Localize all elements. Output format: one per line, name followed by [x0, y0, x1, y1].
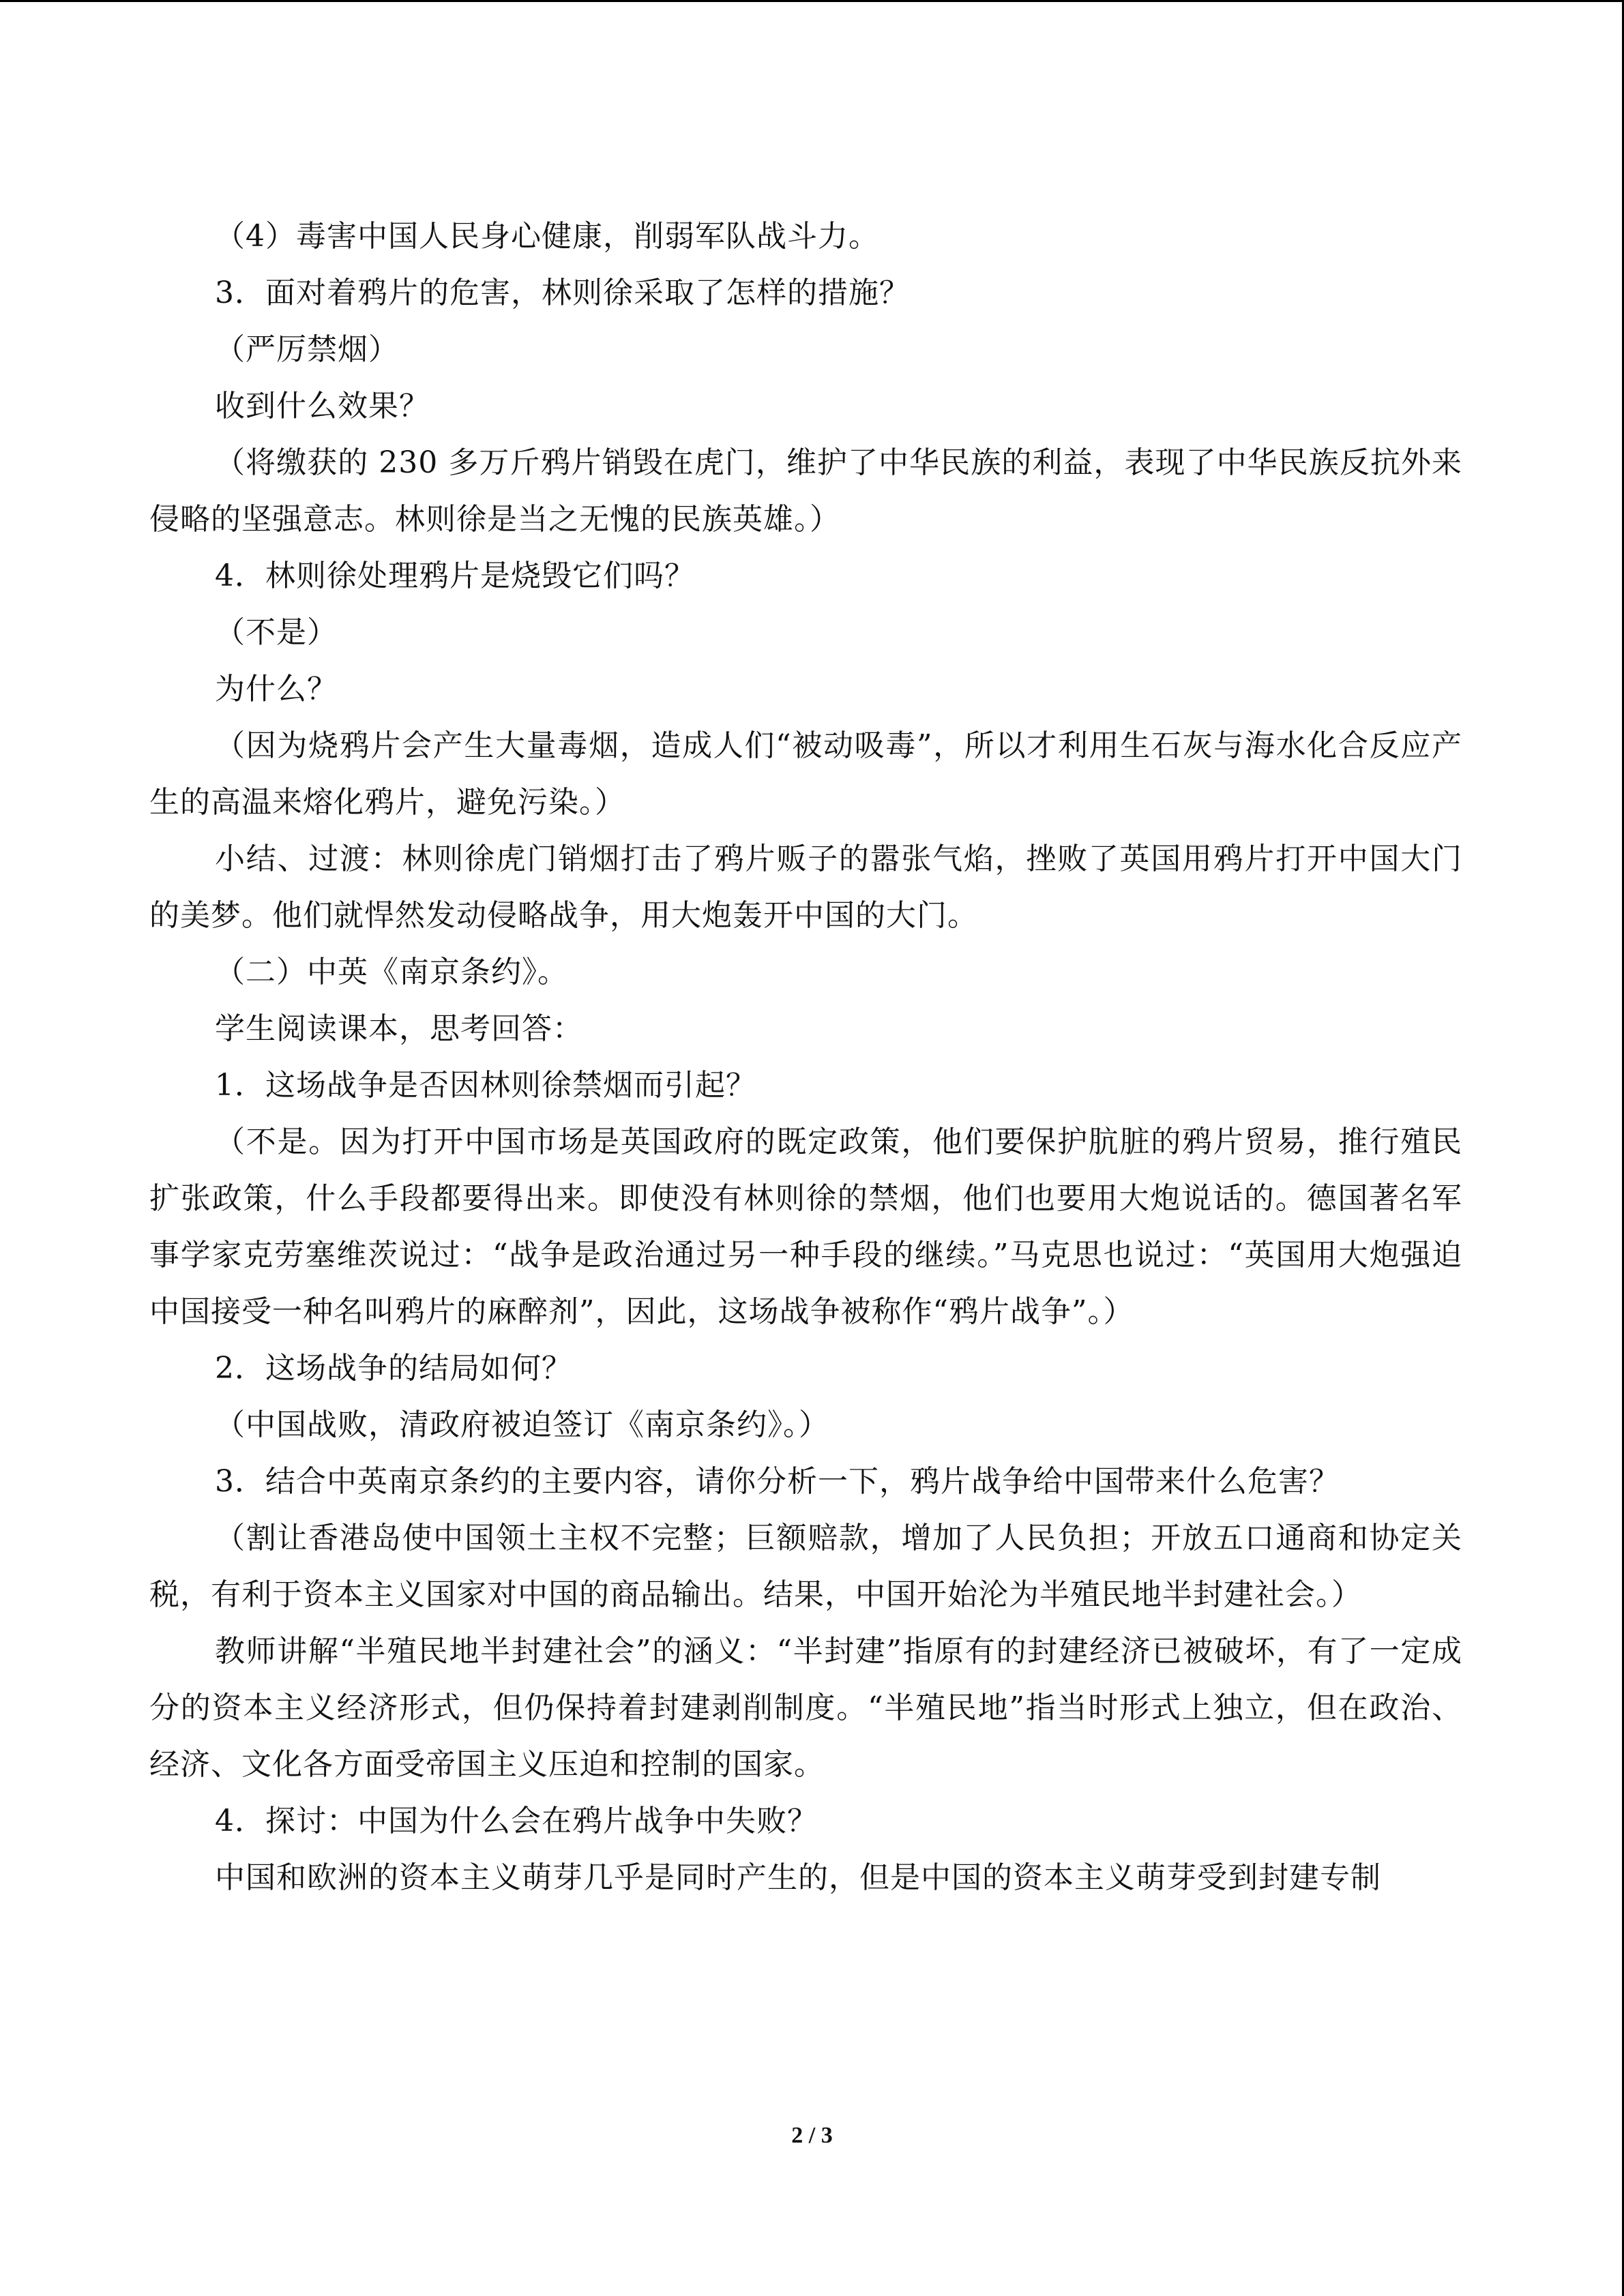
question-4-burning: 4．林则徐处理鸦片是烧毁它们吗？ [215, 558, 695, 593]
page-number: 2 / 3 [791, 2123, 833, 2148]
question-why: 为什么？ [215, 672, 338, 706]
paragraph-harm-4: （4）毒害中国人民身心健康，削弱军队战斗力。 [215, 219, 879, 254]
question-1-war-cause: 1．这场战争是否因林则徐禁烟而引起？ [215, 1068, 756, 1103]
summary-transition: 小结、过渡：林则徐虎门销烟打击了鸦片贩子的嚣张气焰，挫败了英国用鸦片打开中国大门的美梦。他们就悍然发动侵略战争，用大炮轰开中国的大门。 [149, 841, 1462, 933]
question-effect: 收到什么效果？ [215, 389, 430, 423]
question-3-treaty-harm: 3．结合中英南京条约的主要内容，请你分析一下，鸦片战争给中国带来什么危害？ [215, 1464, 1340, 1499]
paragraph-capitalism-sprouts: 中国和欧洲的资本主义萌芽几乎是同时产生的，但是中国的资本主义萌芽受到封建专制 [215, 1860, 1381, 1895]
answer-war-cause: （不是。因为打开中国市场是英国政府的既定政策，他们要保护肮脏的鸦片贸易，推行殖民扩张政策，什么手段都要得出来。即使没有林则徐的禁烟，他们也要用大炮说话的。德国著名军事学家克劳塞维茨说过：“战争是政治通过另一种手段的继续。”马克思也说过：“英国用大炮强迫中国接受一种名叫鸦片的麻醉剂”，因此，这场战争被称作“鸦片战争”。） [149, 1124, 1462, 1329]
teacher-explanation-semi-colonial: 教师讲解“半殖民地半封建社会”的涵义：“半封建”指原有的封建经济已被破坏，有了一定成分的资本主义经济形式，但仍保持着封建剥削制度。“半殖民地”指当时形式上独立，但在政治、经济、文化各方面受帝国主义压迫和控制的国家。 [149, 1634, 1462, 1782]
answer-treaty-harm: （割让香港岛使中国领土主权不完整；巨额赔款，增加了人民负担；开放五口通商和协定关税，有利于资本主义国家对中国的商品输出。结果，中国开始沦为半殖民地半封建社会。） [149, 1521, 1462, 1612]
answer-why-explanation: （因为烧鸦片会产生大量毒烟，造成人们“被动吸毒”，所以才利用生石灰与海水化合反应产生的高温来熔化鸦片，避免污染。） [149, 728, 1462, 820]
section-heading-nanjing-treaty: （二）中英《南京条约》。 [215, 955, 568, 989]
question-3-measures: 3．面对着鸦片的危害，林则徐采取了怎样的措施？ [215, 275, 910, 310]
answer-strict-ban: （严厉禁烟） [215, 332, 399, 367]
answer-humen-destruction: （将缴获的 230 多万斤鸦片销毁在虎门，维护了中华民族的利益，表现了中华民族反抗外来侵略的坚强意志。林则徐是当之无愧的民族英雄。） [149, 445, 1462, 537]
question-4-why-defeat: 4．探讨：中国为什么会在鸦片战争中失败？ [215, 1804, 818, 1838]
question-2-war-outcome: 2．这场战争的结局如何？ [215, 1351, 572, 1386]
instruction-read-textbook: 学生阅读课本，思考回答： [215, 1011, 583, 1046]
document-body [149, 208, 1462, 1906]
answer-war-outcome: （中国战败，清政府被迫签订《南京条约》。） [215, 1407, 829, 1442]
page-border-top [0, 0, 1624, 2]
answer-not-burning: （不是） [215, 615, 338, 650]
